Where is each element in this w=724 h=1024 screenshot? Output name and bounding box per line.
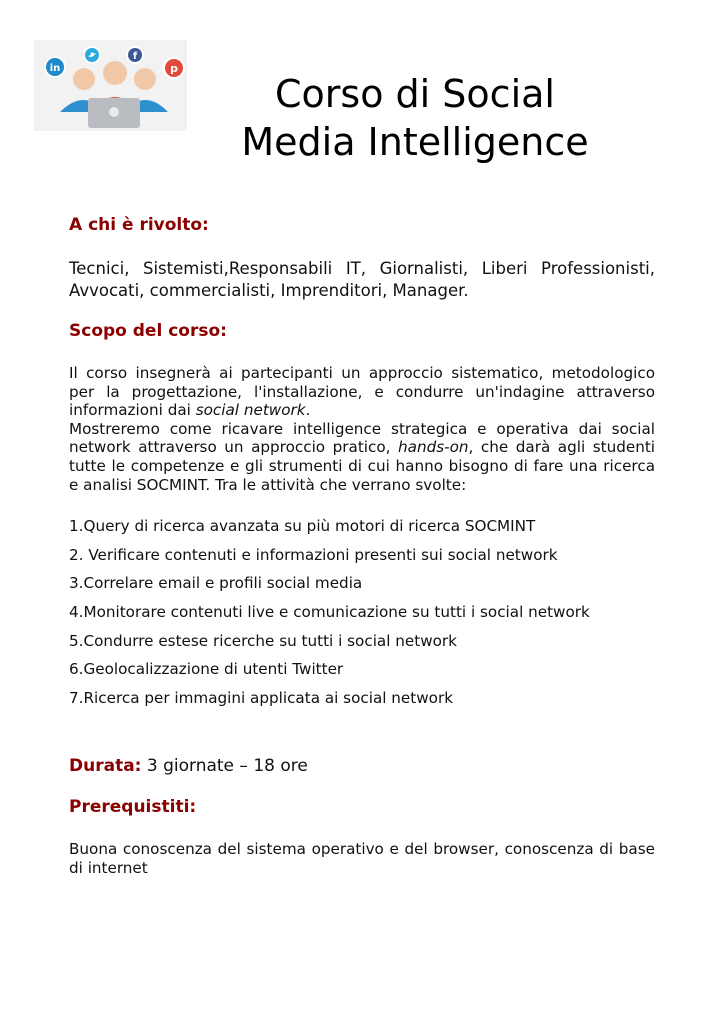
svg-text:p: p: [170, 62, 178, 75]
scope-p1-text: Il corso insegnerà ai partecipanti un approccio sistematico, metodologico per la progettazione, l'installazione, e condurre un'indagine attraverso informazioni dai: [69, 364, 655, 420]
title-line-2: Media Intelligence: [241, 120, 589, 164]
scope-p2-text: Mostreremo come ricavare intelligence strategica e operativa dai social network attraverso un approccio pratico,: [69, 419, 655, 457]
duration-line: [69, 755, 308, 777]
duration-value: 3 giornate – 18 ore: [146, 756, 308, 776]
twitter-icon: [83, 46, 101, 64]
list-item: 4.Monitorare contenuti live e comunicazione su tutti i social network: [69, 603, 590, 622]
scope-p2-end: , che darà agli studenti tutte le competenze e gli strumenti di cui hanno bisogno di fare una ricerca e analisi SOCMINT. Tra le attività che verrano svolte:: [69, 438, 655, 494]
list-item: 3.Correlare email e profili social media: [69, 574, 363, 593]
list-item: 7.Ricerca per immagini applicata ai social network: [69, 689, 453, 708]
svg-text:in: in: [49, 63, 61, 74]
pinterest-icon: [163, 57, 185, 79]
scope-p2-italic: hands-on: [398, 438, 469, 457]
scope-heading: Scopo del corso:: [69, 321, 227, 341]
social-people-illustration: [34, 40, 187, 131]
scope-p1-italic: social network: [195, 401, 306, 420]
audience-heading: A chi è rivolto:: [69, 215, 209, 235]
person-icon: [73, 68, 95, 90]
list-item: 1.Query di ricerca avanzata su più motori di ricerca SOCMINT: [69, 517, 536, 535]
title-line-1: Corso di Social: [275, 72, 555, 116]
course-logo: [34, 40, 187, 131]
prerequisites-heading: Prerequistiti:: [69, 797, 197, 817]
activities-list: [69, 515, 590, 716]
facebook-icon: [126, 46, 144, 64]
audience-text: Tecnici, Sistemisti,Responsabili IT, Giornalisti, Liberi Professionisti, Avvocati, commercialisti, Imprenditori, Manager.: [69, 259, 655, 300]
scope-p1-end: .: [305, 401, 311, 420]
svg-text:f: f: [132, 51, 138, 62]
list-item: 5.Condurre estese ricerche su tutti i social network: [69, 631, 457, 650]
linkedin-icon: [44, 56, 66, 78]
duration-label: Durata:: [69, 756, 142, 776]
page-title: [205, 70, 625, 166]
scope-text: [69, 364, 655, 494]
person-icon: [134, 68, 156, 90]
person-icon: [103, 61, 127, 85]
list-item: 6.Geolocalizzazione di utenti Twitter: [69, 660, 344, 679]
prerequisites-text: Buona conoscenza del sistema operativo e del browser, conoscenza di base di internet: [69, 840, 655, 877]
list-item: 2. Verificare contenuti e informazioni presenti sui social network: [69, 545, 558, 564]
